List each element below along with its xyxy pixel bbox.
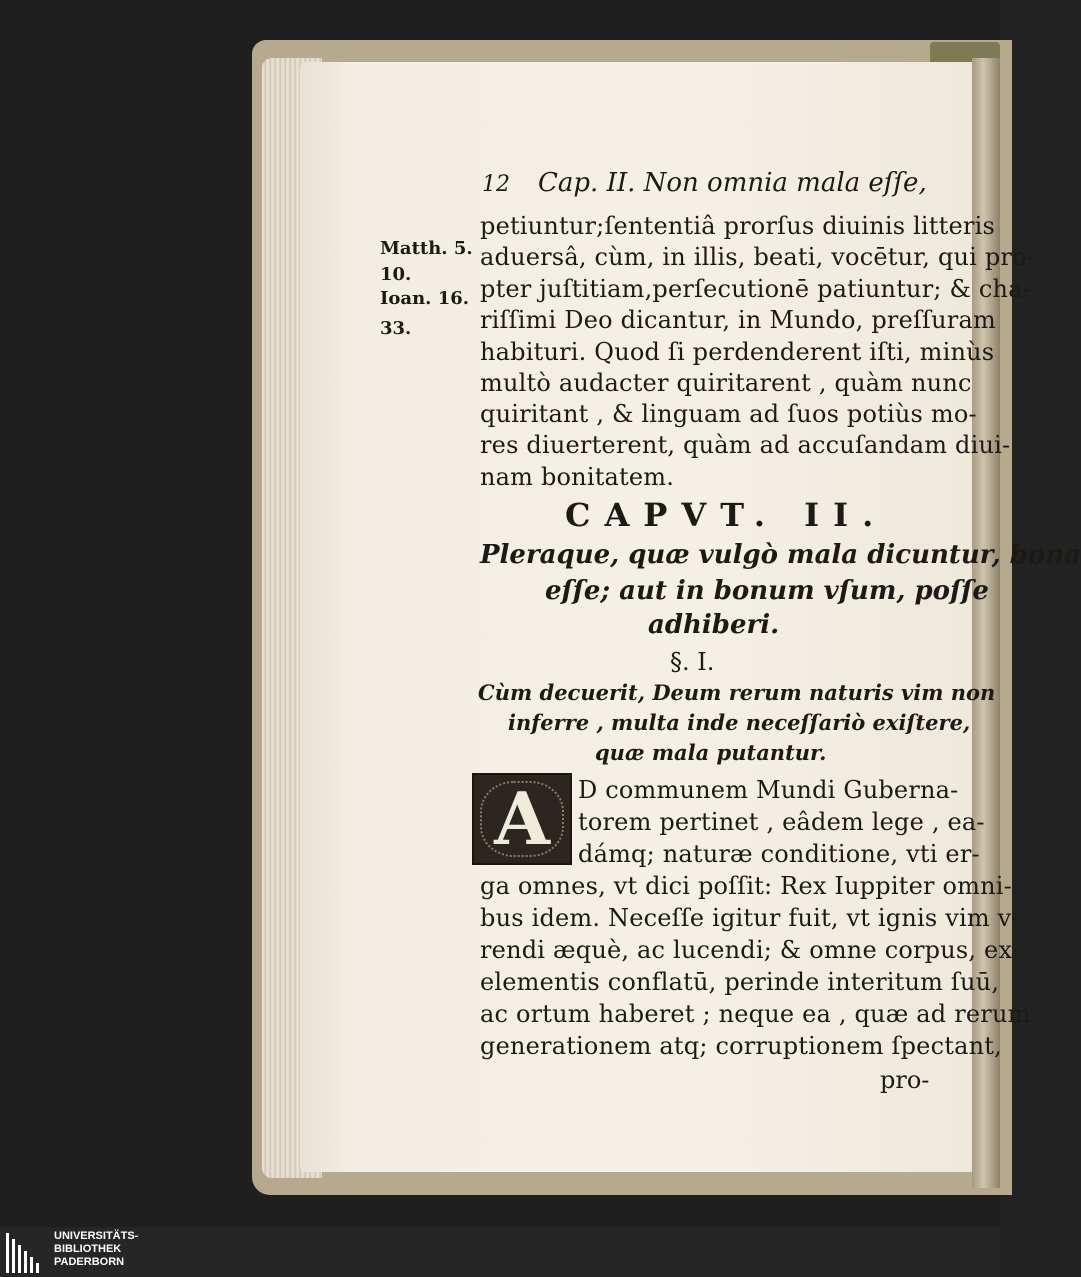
body-line: pter juſtitiam,perſecutionē patiuntur; & cha- bbox=[480, 275, 1032, 303]
chapter-heading: CAPVT. II. bbox=[565, 496, 888, 534]
library-name bbox=[54, 1230, 138, 1269]
running-title: Cap. II. Non omnia mala eſſe, bbox=[538, 168, 927, 198]
body-line: bus idem. Neceſſe igitur fuit, vt ignis vim v- bbox=[480, 904, 1020, 932]
body-line: quiritant , & linguam ad ſuos potiùs mo- bbox=[480, 400, 977, 428]
body-line: habituri. Quod ſi perdenderent iſti, minùs bbox=[480, 338, 995, 366]
body-line: riſſimi Deo dicantur, in Mundo, preſſuram bbox=[480, 306, 996, 334]
catchword: pro- bbox=[880, 1066, 930, 1094]
body-line: torem pertinet , eâdem lege , ea- bbox=[578, 808, 985, 836]
section-summary-line: quæ mala putantur. bbox=[595, 740, 827, 765]
chapter-title-line: Pleraque, quæ vulgò mala dicuntur, bona bbox=[480, 540, 1081, 570]
body-line: petiuntur;ſententiâ prorſus diuinis litteris bbox=[480, 212, 995, 240]
library-logo-icon bbox=[6, 1233, 46, 1273]
body-line: ac ortum haberet ; neque ea , quæ ad rerum bbox=[480, 1000, 1031, 1028]
initial-letter: A bbox=[494, 776, 550, 861]
body-line: D communem Mundi Guberna- bbox=[578, 776, 959, 804]
body-line: nam bonitatem. bbox=[480, 463, 675, 491]
body-line: dámq; naturæ conditione, vti er- bbox=[578, 840, 980, 868]
library-footer bbox=[0, 1227, 1000, 1277]
decorated-initial bbox=[472, 773, 572, 865]
margin-note: Matth. 5. bbox=[380, 238, 473, 259]
body-line: ga omnes, vt dici poſſit: Rex Iuppiter omni- bbox=[480, 872, 1012, 900]
body-line: rendi æquè, ac lucendi; & omne corpus, ex bbox=[480, 936, 1013, 964]
library-name-line: UNIVERSITÄTS- bbox=[54, 1230, 139, 1242]
margin-note: 10. bbox=[380, 264, 412, 285]
section-summary-line: Cùm decuerit, Deum rerum naturis vim non bbox=[478, 680, 996, 705]
body-line: generationem atq; corruptionem ſpectant, bbox=[480, 1032, 1002, 1060]
running-header bbox=[482, 168, 927, 198]
margin-note: 33. bbox=[380, 318, 412, 339]
library-name-line: PADERBORN bbox=[54, 1256, 125, 1268]
library-name-line: BIBLIOTHEK bbox=[54, 1243, 122, 1255]
chapter-title-line: eſſe; aut in bonum vſum, poſſe bbox=[545, 576, 989, 606]
section-mark: §. I. bbox=[670, 648, 715, 676]
body-line: aduersâ, cùm, in illis, beati, vocētur, qui pro- bbox=[480, 243, 1036, 271]
page-number: 12 bbox=[482, 172, 510, 197]
chapter-title-line: adhiberi. bbox=[648, 610, 780, 640]
body-line: res diuerterent, quàm ad accuſandam diui- bbox=[480, 431, 1011, 459]
body-line: elementis conflatū, perinde interitum ſuū, bbox=[480, 968, 1000, 996]
body-line: multò audacter quiritarent , quàm nunc bbox=[480, 369, 972, 397]
section-summary-line: inferre , multa inde neceſſariò exiſtere, bbox=[508, 710, 971, 735]
margin-note: Ioan. 16. bbox=[380, 288, 470, 309]
